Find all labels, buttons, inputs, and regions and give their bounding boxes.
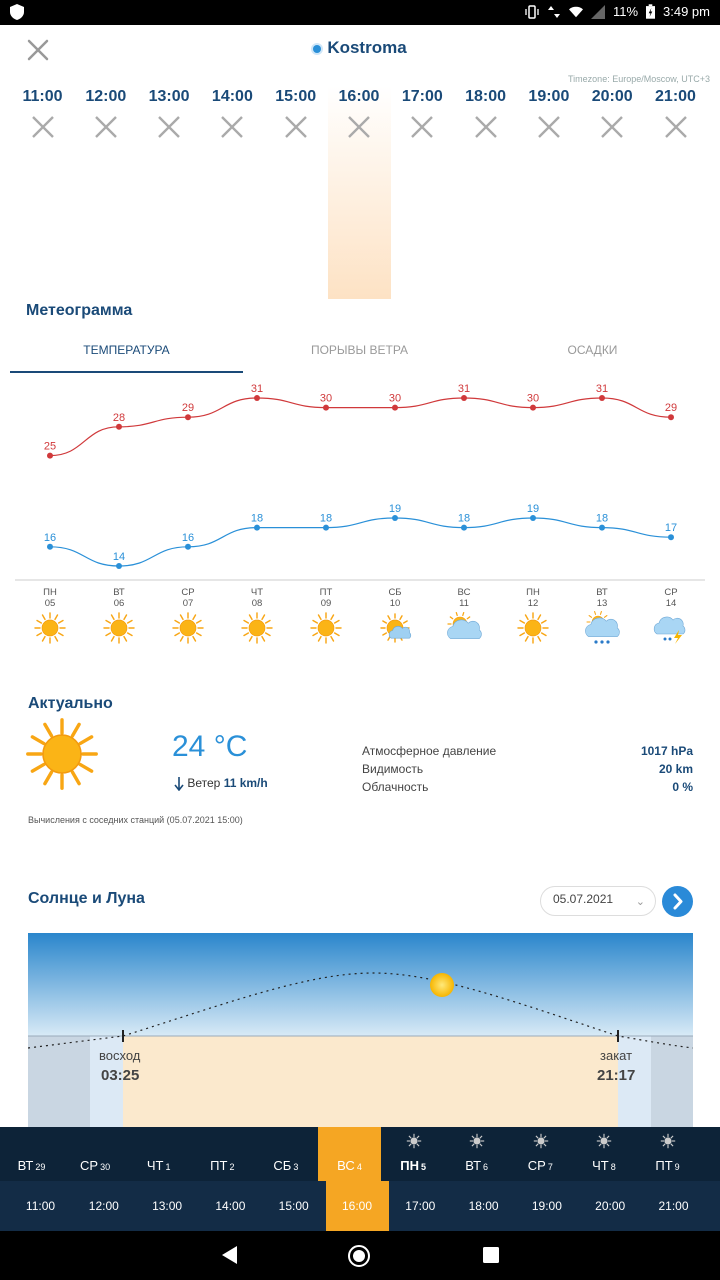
day-name: ПТ	[210, 1158, 228, 1173]
hour-label: 18:00	[465, 88, 507, 105]
hour-column[interactable]	[138, 86, 201, 299]
hour-column[interactable]	[264, 86, 327, 299]
hour-tab[interactable]: 12:00	[88, 1199, 119, 1213]
data-point	[323, 405, 329, 411]
hour-tab[interactable]: 18:00	[468, 1199, 499, 1213]
day-tab[interactable]	[572, 1127, 635, 1181]
cloudiness-label: Облачность	[362, 780, 429, 794]
day-tab[interactable]	[445, 1127, 508, 1181]
day-name: ПТ	[655, 1158, 673, 1173]
sun-icon	[469, 1133, 485, 1149]
hour-label: 15:00	[275, 88, 317, 105]
data-point	[668, 534, 674, 540]
hour-selector-bar	[0, 1181, 720, 1231]
day-name: СР	[527, 1158, 546, 1173]
no-data-icon	[473, 114, 499, 140]
hour-column[interactable]	[11, 86, 74, 299]
day-number: 30	[100, 1162, 111, 1172]
day-tab[interactable]	[382, 1127, 445, 1181]
data-label: 18	[319, 512, 333, 525]
day-number: 6	[483, 1162, 489, 1172]
data-point	[461, 395, 467, 401]
data-label: 30	[388, 392, 402, 405]
location-pin-icon	[313, 45, 321, 53]
day-tab[interactable]	[191, 1127, 254, 1181]
vibrate-icon	[525, 5, 539, 19]
data-arrows-icon	[547, 5, 561, 19]
data-label: 25	[43, 440, 57, 453]
tick-label-date: 10	[389, 598, 401, 609]
hour-column[interactable]	[201, 86, 264, 299]
hour-label: 11:00	[22, 88, 63, 105]
tick-label-date: 06	[113, 598, 125, 609]
day-name: ПН	[400, 1158, 419, 1173]
hour-column[interactable]	[328, 86, 391, 299]
day-tab[interactable]	[0, 1127, 63, 1181]
wind-value: 11 km/h	[223, 776, 268, 790]
no-data-icon	[156, 114, 182, 140]
hour-column[interactable]	[391, 86, 454, 299]
day-tab[interactable]	[64, 1127, 127, 1181]
data-label: 19	[526, 503, 540, 515]
no-data-icon	[663, 114, 689, 140]
day-name: ВТ	[17, 1158, 34, 1173]
current-title: Актуально	[28, 695, 113, 712]
no-data-icon	[219, 114, 245, 140]
sun-cloud-icon	[381, 614, 411, 642]
data-point	[599, 395, 605, 401]
data-point	[530, 515, 536, 521]
data-point	[392, 405, 398, 411]
data-point	[185, 414, 191, 420]
tick-label-day: ВТ	[113, 587, 125, 598]
no-data-icon	[346, 114, 372, 140]
visibility-value: 20 km	[658, 762, 693, 776]
data-label: 18	[457, 512, 471, 525]
data-label: 31	[250, 383, 264, 395]
data-point	[116, 424, 122, 430]
hour-label: 19:00	[528, 88, 570, 105]
data-label: 16	[43, 531, 57, 544]
back-icon[interactable]	[220, 1245, 238, 1265]
day-number: 7	[547, 1162, 553, 1172]
no-data-icon	[93, 114, 119, 140]
data-point	[185, 544, 191, 550]
day-name: СБ	[273, 1158, 292, 1173]
hour-tab[interactable]: 20:00	[595, 1199, 626, 1213]
day-number: 29	[35, 1162, 46, 1172]
day-number: 4	[356, 1162, 362, 1172]
hour-tab[interactable]: 14:00	[215, 1199, 246, 1213]
hour-column[interactable]	[454, 86, 517, 299]
sun-icon	[311, 613, 341, 643]
data-point	[254, 395, 260, 401]
hour-label: 20:00	[591, 88, 633, 105]
hour-label: 12:00	[85, 88, 127, 105]
hour-label: 21:00	[655, 88, 696, 105]
series-line	[50, 398, 671, 456]
data-label: 18	[250, 512, 264, 525]
rain-cloud-icon	[585, 612, 619, 644]
tick-label-date: 08	[251, 598, 263, 609]
pressure-value: 1017 hPa	[640, 744, 693, 758]
no-data-icon	[30, 114, 56, 140]
sun-moon-title: Солнце и Луна	[28, 890, 145, 907]
meteogram-title: Метеограмма	[26, 302, 133, 319]
status-bar	[0, 0, 720, 25]
tick-label-day: СР	[181, 587, 195, 598]
data-point	[392, 515, 398, 521]
city-name: Kostroma	[327, 38, 407, 57]
next-day-button[interactable]	[662, 886, 693, 917]
day-number: 1	[165, 1162, 171, 1172]
data-label: 31	[457, 383, 471, 395]
day-number: 2	[229, 1162, 235, 1172]
android-nav-bar	[0, 1231, 720, 1280]
no-data-icon	[409, 114, 435, 140]
hour-tab[interactable]: 15:00	[278, 1199, 309, 1213]
battery-icon	[646, 4, 655, 19]
sunrise-label: восход	[99, 1048, 141, 1063]
calculation-note: Вычисления с соседних станций (05.07.2021 15:00)	[28, 815, 243, 825]
sun-icon	[660, 1133, 676, 1149]
cloud-sun-icon	[447, 613, 481, 639]
data-point	[461, 525, 467, 531]
data-point	[47, 544, 53, 550]
sunset-label: закат	[600, 1048, 633, 1063]
data-label: 16	[181, 531, 195, 544]
data-label: 30	[526, 392, 540, 405]
tick-label-day: ВТ	[596, 587, 608, 598]
day-number: 9	[674, 1162, 680, 1172]
hour-column[interactable]	[74, 86, 137, 299]
recents-icon[interactable]	[483, 1247, 499, 1263]
no-data-icon	[599, 114, 625, 140]
sun-icon	[173, 613, 203, 643]
tick-label-date: 12	[527, 598, 539, 609]
data-label: 31	[595, 383, 609, 395]
tick-label-day: СР	[664, 587, 678, 598]
current-wind	[174, 776, 268, 791]
data-label: 29	[181, 402, 195, 415]
wifi-icon	[569, 5, 583, 19]
tab-wind-gusts[interactable]: ПОРЫВЫ ВЕТРА	[310, 343, 409, 357]
day-name: ВТ	[465, 1158, 482, 1173]
tick-label-day: ЧТ	[250, 587, 264, 598]
current-temperature: 24 °C	[172, 730, 248, 763]
cloudiness-value: 0 %	[672, 780, 693, 794]
tick-label-day: ВС	[457, 587, 471, 598]
sun-icon	[406, 1133, 422, 1149]
city-title	[0, 38, 720, 58]
sun-icon	[596, 1133, 612, 1149]
tick-label-date: 05	[44, 598, 56, 609]
hour-label: 17:00	[401, 88, 443, 105]
sun-icon	[518, 613, 548, 643]
day-selector-bar	[0, 1127, 720, 1181]
data-label: 28	[112, 411, 126, 424]
day-tab[interactable]	[636, 1127, 699, 1181]
data-label: 14	[112, 551, 126, 563]
tick-label-day: ПН	[43, 587, 57, 598]
tick-label-date: 11	[459, 598, 469, 609]
tick-label-date: 09	[320, 598, 332, 609]
date-select[interactable]	[540, 886, 656, 916]
data-point	[254, 525, 260, 531]
data-point	[323, 525, 329, 531]
hour-label: 14:00	[211, 88, 253, 105]
day-name: ВС	[337, 1158, 355, 1173]
day-tab[interactable]	[318, 1127, 381, 1181]
sun-icon	[24, 716, 100, 792]
day-number: 5	[420, 1162, 426, 1172]
thunder-rain-icon	[654, 617, 685, 644]
data-point	[47, 453, 53, 459]
hour-label: 16:00	[338, 88, 380, 105]
no-data-icon	[283, 114, 309, 140]
tick-label-day: ПН	[526, 587, 540, 598]
wind-label: Ветер	[187, 776, 221, 790]
tab-temperature[interactable]: ТЕМПЕРАТУРА	[10, 343, 243, 373]
hour-column[interactable]	[581, 86, 644, 299]
hour-tab[interactable]: 11:00	[25, 1199, 56, 1213]
data-label: 18	[595, 512, 609, 525]
no-data-icon	[536, 114, 562, 140]
hour-tab[interactable]: 16:00	[326, 1181, 389, 1231]
date-value: 05.07.2021	[553, 892, 614, 906]
wind-arrow-icon	[174, 777, 184, 791]
timezone-label: Timezone: Europe/Moscow, UTC+3	[568, 74, 710, 84]
pressure-label: Атмосферное давление	[362, 744, 497, 758]
day-number: 8	[610, 1162, 616, 1172]
sunset-time: 21:17	[597, 1067, 636, 1084]
hour-column[interactable]	[517, 86, 580, 299]
hour-column[interactable]	[644, 86, 707, 299]
signal-icon	[591, 5, 605, 19]
tick-label-day: СБ	[388, 587, 402, 598]
hour-tab[interactable]: 21:00	[658, 1199, 689, 1213]
day-tab[interactable]	[509, 1127, 572, 1181]
day-number: 3	[293, 1162, 299, 1172]
sun-icon	[533, 1133, 549, 1149]
tab-precipitation[interactable]: ОСАДКИ	[567, 343, 618, 357]
data-label: 17	[664, 522, 678, 535]
data-label: 30	[319, 392, 333, 405]
data-label: 19	[388, 503, 402, 515]
home-icon[interactable]	[347, 1244, 371, 1268]
hour-tab[interactable]: 17:00	[405, 1199, 436, 1213]
sun-path-diagram	[28, 933, 693, 1128]
battery-percent: 11%	[612, 4, 639, 19]
data-label: 29	[664, 402, 678, 415]
day-name: ЧТ	[146, 1158, 164, 1173]
day-tab[interactable]	[254, 1127, 317, 1181]
sunrise-time: 03:25	[101, 1067, 140, 1084]
tick-label-date: 14	[665, 598, 677, 609]
sun-position-icon	[430, 973, 454, 997]
tick-label-date: 07	[182, 598, 194, 609]
sun-icon	[35, 613, 65, 643]
tick-label-date: 13	[596, 598, 608, 609]
shield-icon	[10, 4, 24, 20]
series-line	[50, 518, 671, 566]
tick-label-day: ПТ	[319, 587, 333, 598]
hour-tab[interactable]: 13:00	[152, 1199, 183, 1213]
hourly-strip	[0, 86, 720, 301]
sun-icon	[242, 613, 272, 643]
chevron-down-icon: ⌄	[635, 896, 645, 908]
hour-tab[interactable]: 19:00	[531, 1199, 562, 1213]
clock: 3:49 pm	[663, 4, 710, 19]
hour-label: 13:00	[148, 88, 190, 105]
data-point	[530, 405, 536, 411]
day-tab[interactable]	[127, 1127, 190, 1181]
day-name: СР	[80, 1158, 99, 1173]
data-point	[599, 525, 605, 531]
data-point	[116, 563, 122, 569]
data-point	[668, 414, 674, 420]
meteogram-chart	[0, 380, 720, 650]
day-name: ЧТ	[592, 1158, 609, 1173]
sun-icon	[104, 613, 134, 643]
visibility-label: Видимость	[362, 762, 424, 776]
